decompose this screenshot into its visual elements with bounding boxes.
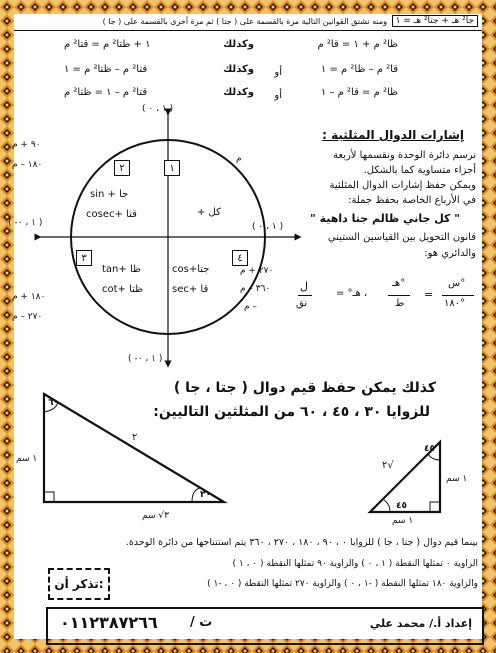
tri1-left-side: ١ سم xyxy=(16,454,38,464)
formula-left-2: قتا² م – ظتا² م = ١ xyxy=(64,64,148,75)
signs-heading: إشارات الدوال المثلثية : xyxy=(322,128,464,142)
angle-label-q4a: ٢٧٠ + م xyxy=(240,266,274,276)
eq-right-num: س° xyxy=(448,278,466,289)
angle-label-q4b: ٣٦٠ – م xyxy=(240,284,271,294)
tri1-angle-bottom: ٣٠ xyxy=(200,490,211,500)
tri2-right-side: ١ سم xyxy=(446,474,468,484)
fraction-bar xyxy=(442,295,474,296)
formula-left-1: ١ + ظتا² م = قتا² م xyxy=(64,39,151,50)
quadrant-1-number: ١ xyxy=(164,160,180,176)
quadrant-4-line-1: cos+جتا xyxy=(172,264,210,275)
remember-box: تذكر أن: xyxy=(48,568,110,600)
quadrant-3-line-2: cot+ ظتا xyxy=(102,284,144,295)
quadrant-2-line-1: sin + جا xyxy=(90,189,129,200)
quadrant-3-number: ٣ xyxy=(76,250,92,266)
signs-line-3: ويمكن حفظ إشارات الدوال المثلثية xyxy=(329,180,476,191)
identity-title: جا² هـ + جتا² هـ = ١ xyxy=(392,16,478,26)
connector-3: وكذلك xyxy=(223,87,254,98)
eq-left-den: نق xyxy=(296,298,308,309)
fraction-bar xyxy=(298,295,312,296)
tri2-angle-top: ٤٥ xyxy=(424,444,435,454)
eq-left-num: ل xyxy=(300,280,308,293)
tri2-hypotenuse: ٢√ xyxy=(382,460,394,471)
quadrant-1-text: كل + xyxy=(197,207,221,218)
eq-equals: = xyxy=(424,288,434,301)
eq-right-den: ١٨٠° xyxy=(444,298,466,309)
point-bottom: ( -١ ، ٠ ) xyxy=(128,354,163,364)
remember-line-3: والزاوية ١٨٠ تمثلها النقطة ( -١ ، ٠ ) والزاوية ٢٧٠ تمثلها النقطة ( ٠ ، -١ ) xyxy=(207,579,478,589)
quadrant-2-line-2: cosec+ قتا xyxy=(86,209,137,220)
signs-quote: " كل جاني ظالم جتا داهية " xyxy=(310,212,460,225)
formula-left-3: قتا² م – ١ = ظتا² م xyxy=(64,87,148,98)
conversion-equation xyxy=(296,276,482,318)
tri1-hypotenuse: ٢ xyxy=(132,432,138,443)
conversion-line-2: والدائري هو: xyxy=(424,248,476,259)
triangles-title-1: كذلك يمكن حفظ قيم دوال ( جتا ، جا ) xyxy=(173,380,436,396)
unit-circle-diagram xyxy=(28,102,308,370)
eq-mid-num: هـ° xyxy=(392,278,406,289)
signs-line-1: نرسم دائرة الوحدة ونقسمها لأربعة xyxy=(332,150,476,161)
footer-phone: ٠١١٢٣٨٧٢٦٦ xyxy=(60,613,158,632)
quadrant-4-number: ٤ xyxy=(232,250,248,266)
signs-line-2: أجزاء متساوية كما بالشكل. xyxy=(363,165,476,176)
divider xyxy=(14,30,482,31)
conversion-line-1: قانون التحويل بين القياسين الستيني xyxy=(327,232,476,243)
point-top: ( ١ ، ٠ ) xyxy=(142,104,174,114)
formula-right-1: ظا² م + ١ = قا² م xyxy=(317,39,398,50)
angle-label-q3b: ٢٧٠ – م xyxy=(12,312,43,322)
identity-subtitle: ومنه نشتق القوانين التالية مرة بالقسمة على ( جتا ) ثم مرة أخرى بالقسمة على ( جا ) xyxy=(102,17,387,26)
footer-author: إعداد أ./ محمد علي xyxy=(369,617,472,630)
tri2-angle-bottom: ٤٥ xyxy=(396,501,407,511)
connector-2: وكذلك xyxy=(223,64,254,75)
tri1-angle-top: ٦٠ xyxy=(48,398,59,408)
tri1-base: ٣√ سم xyxy=(142,511,169,521)
worksheet-page xyxy=(8,14,482,639)
connector-1: وكذلك xyxy=(223,39,254,50)
remember-line-1: بينما قيم دوال ( جتا ، جا ) للزوايا ٠ ، ٩٠ ، ١٨٠ ، ٢٧٠ ، ٣٦٠ يتم استنتاجها من دائرة الوحدة. xyxy=(125,537,478,548)
or-label-1: أو xyxy=(274,67,282,78)
triangles-title-2: للزوايا ٣٠ ، ٤٥ ، ٦٠ من المثلثين التاليين: xyxy=(153,404,430,420)
angle-label-q1: م xyxy=(236,154,242,164)
signs-line-4: في الأرباع الخاصة بحفظ جملة: xyxy=(348,195,476,206)
quadrant-3-line-1: tan+ ظا xyxy=(102,264,141,275)
angle-label-q3a: ١٨٠ + م xyxy=(12,292,46,302)
or-label-2: أو xyxy=(274,90,282,101)
fraction-bar xyxy=(388,295,410,296)
formula-right-3: ظا² م = قا² م – ١ xyxy=(320,87,398,98)
formula-right-2: قا² م – ظا² م = ١ xyxy=(320,64,398,75)
point-left: ( -١ ، ٠ ) xyxy=(8,218,43,228)
angle-label-q2a: ٩٠ + م xyxy=(12,140,41,150)
quadrant-4-line-2: sec+ قا xyxy=(172,284,209,295)
footer-phone-label: ت / xyxy=(190,615,213,630)
angle-label-q4c: – م xyxy=(244,302,257,312)
eq-mid-label: ، هـ° = xyxy=(336,288,368,299)
eq-mid-den: ط xyxy=(395,298,405,309)
remember-line-2: الزاوية ٠ تمثلها النقطة ( ١ ، ٠ ) والزاوية ٩٠ تمثلها النقطة ( ٠ ، ١ ) xyxy=(232,559,478,569)
point-right: ( ١ ، ٠ ) xyxy=(252,222,284,232)
tri2-base: ١ سم xyxy=(392,516,414,526)
angle-label-q2b: ١٨٠ – م xyxy=(12,160,43,170)
quadrant-2-number: ٢ xyxy=(114,160,130,176)
